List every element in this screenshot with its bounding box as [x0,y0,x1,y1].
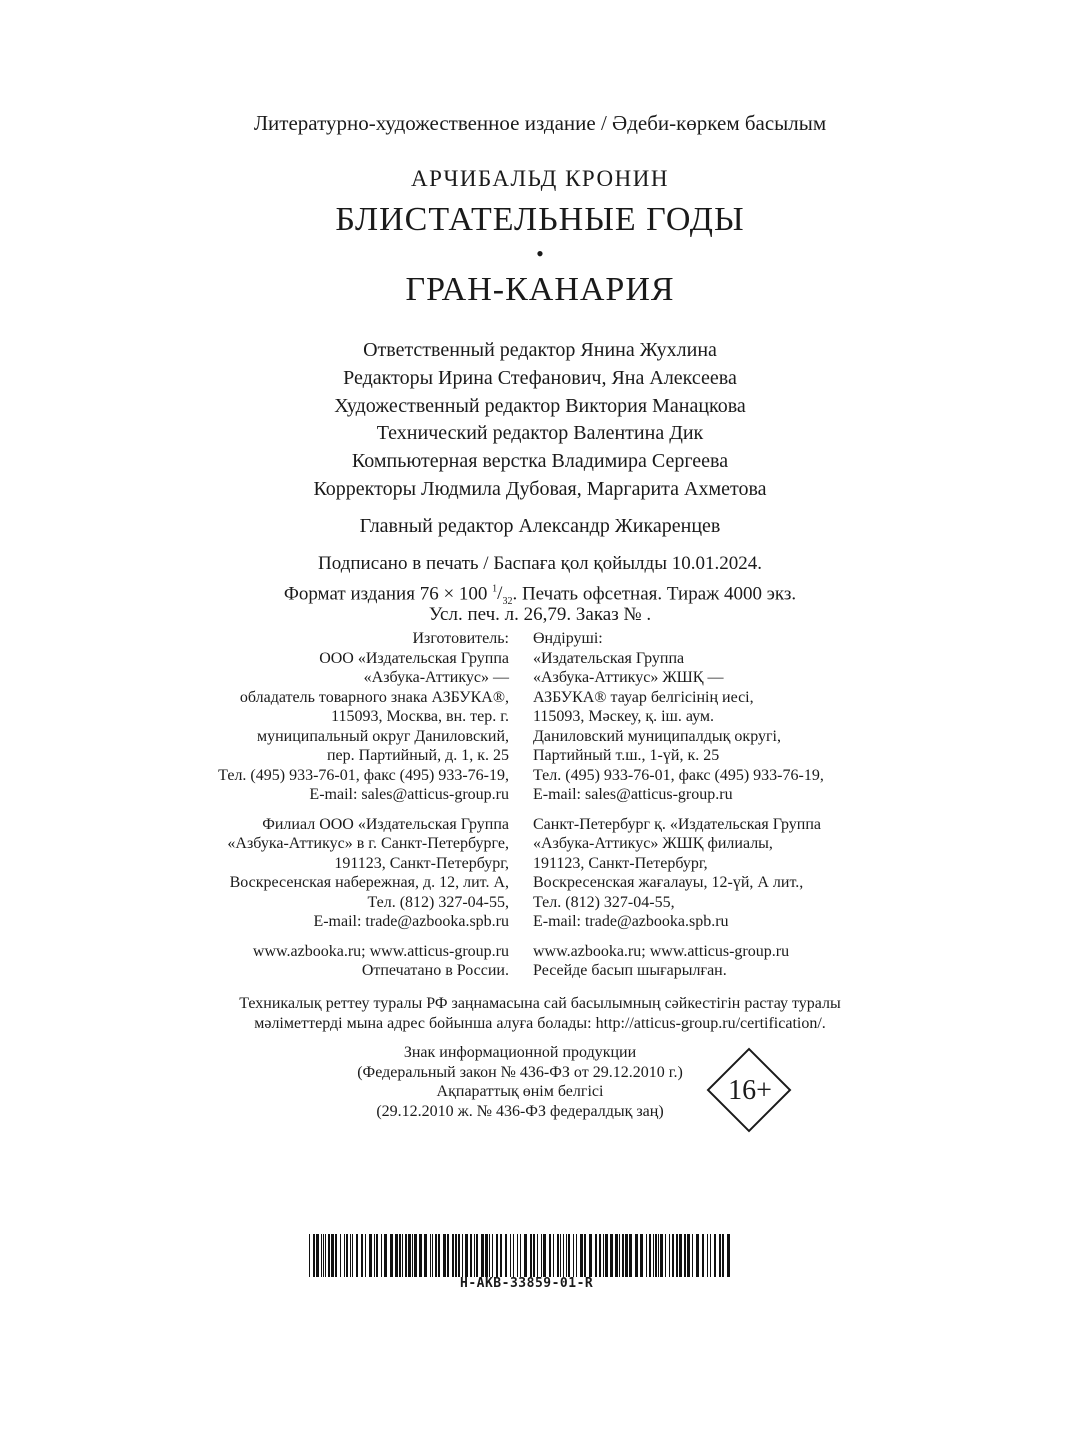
barcode-bar [549,1234,551,1277]
print-info [0,551,1080,628]
barcode-bar [424,1234,427,1277]
barcode-bar [714,1234,716,1277]
barcode-bar [610,1234,613,1277]
age-rating-badge [706,1047,794,1135]
barcode-bar [702,1234,704,1277]
barcode-bar [660,1234,663,1277]
barcode-bar [595,1234,597,1277]
manufacturer-kz-line: E-mail: sales@atticus-group.ru [533,786,733,803]
barcode-bar [563,1234,564,1277]
manufacturer-ru-line: «Азбука-Аттикус» — [363,669,509,686]
barcode-bar [485,1234,488,1277]
barcode-bar [384,1234,387,1277]
barcode-bar [722,1234,724,1277]
barcode-bar [679,1234,682,1277]
barcode-bar [557,1234,559,1277]
barcode-bar [687,1234,690,1277]
barcode-bar [399,1234,401,1277]
manufacturer-ru-line: пер. Партийный, д. 1, к. 25 [326,747,509,764]
barcode-bar [356,1234,358,1277]
barcode-bar [615,1234,618,1277]
barcode-bar [573,1234,574,1277]
manufacturer-ru-line: обладатель товарного знака АЗБУКА®, [239,688,509,706]
barcode-bar [524,1234,527,1277]
barcode-bar [513,1234,514,1277]
barcode-bar [352,1234,353,1277]
barcode-bar [309,1234,310,1277]
barcode [309,1234,731,1277]
barcode-bar [325,1234,326,1277]
barcode-bar [646,1234,647,1277]
barcode-bar [625,1234,628,1277]
manufacturer-ru-line: Изготовитель: [412,630,509,647]
barcode-bar [361,1234,363,1277]
branch-kz-line: Санкт-Петербург қ. «Издательская Группа [533,815,821,833]
manufacturer-ru-line: Тел. (495) 933-76-01, факс (495) 933-76-19, [218,766,509,784]
barcode-bar [658,1234,659,1277]
barcode-bar [323,1234,324,1277]
barcode-bar [455,1234,457,1277]
branch-ru-line: Тел. (812) 327-04-55, [367,893,509,911]
credits-list [0,337,1080,504]
barcode-bar [537,1234,538,1277]
barcode-bar [719,1234,721,1277]
manufacturer-ru-line: E-mail: sales@atticus-group.ru [309,786,509,803]
tech-regulation-note [0,994,1080,1034]
barcode-bar [605,1234,608,1277]
barcode-bar [669,1234,670,1277]
branch-ru-line: Филиал ООО «Издательская Группа [262,815,509,833]
barcode-bar [408,1234,411,1277]
title-separator: • [536,241,544,266]
publisher-kz-column [533,629,824,981]
barcode-bar [619,1234,620,1277]
barcode-bar [346,1234,348,1277]
barcode-bar [640,1234,643,1277]
barcode-bar [599,1234,601,1277]
barcode-bar [580,1234,583,1277]
barcode-bar [462,1234,463,1277]
book-title-1: БЛИСТАТЕЛЬНЫЕ ГОДЫ [335,201,745,238]
barcode-bar [350,1234,351,1277]
manufacturer-kz-line: АЗБУКА® тауар белгісінің иесі, [533,688,754,706]
barcode-bar [443,1234,446,1277]
manufacturer-ru-line: ООО «Издательская Группа [319,649,509,667]
branch-ru-line: E-mail: trade@azbooka.spb.ru [313,913,509,930]
barcode-bar [452,1234,454,1277]
order-line: Усл. печ. л. 26,79. Заказ № . [428,604,652,625]
branch-kz-line: Воскресенская жағалауы, 12-үй, А лит., [533,874,804,891]
barcode-bar [492,1234,493,1277]
format-fraction: $^1/_{32}$ [492,582,513,607]
barcode-bar [589,1234,592,1277]
barcode-bar [622,1234,624,1277]
age-rating: 16+ [728,1075,772,1106]
barcode-bar [541,1234,542,1277]
barcode-bar [447,1234,449,1277]
credit-line: Ответственный редактор Янина Жухлина [363,339,717,361]
info-sign-line: (29.12.2010 ж. № 436-ФЗ федералдық заң) [376,1102,664,1120]
manufacturer-kz-line: 115093, Мәскеу, қ. іш. аум. [533,708,715,725]
barcode-bar [374,1234,375,1277]
web-ru-line: Отпечатано в России. [361,962,509,979]
barcode-bar [340,1234,341,1277]
barcode-bar [369,1234,372,1277]
barcode-bar [430,1234,431,1277]
barcode-bar [530,1234,532,1277]
branch-ru-line: «Азбука-Аттикус» в г. Санкт-Петербурге, [227,835,509,852]
barcode-bar [335,1234,337,1277]
barcode-bar [438,1234,440,1277]
barcode-bar [510,1234,511,1277]
barcode-bar [584,1234,586,1277]
barcode-bar [653,1234,654,1277]
manufacturer-ru-line: 115093, Москва, вн. тер. г. [331,708,509,725]
barcode-bar [321,1234,322,1277]
manufacturer-kz-line: Өндіруші: [533,630,603,647]
book-title-2: ГРАН-КАНАРИЯ [405,271,675,308]
barcode-bar [568,1234,570,1277]
barcode-bar [672,1234,674,1277]
barcode-bar [520,1234,521,1277]
barcode-bar [489,1234,490,1277]
manufacturer-kz-line: Даниловский муниципалдық округі, [533,727,781,745]
barcode-bar [560,1234,561,1277]
barcode-bar [313,1234,315,1277]
manufacturer-kz-line: Партийный т.ш., 1-үй, к. 25 [533,747,720,764]
info-sign-text [330,1043,710,1121]
barcode-bar [533,1234,535,1277]
branch-ru-line: 191123, Санкт-Петербург, [334,854,509,872]
manufacturer-ru-line: муниципальный округ Даниловский, [256,727,509,745]
barcode-bar [629,1234,632,1277]
credit-line: Компьютерная верстка Владимира Сергеева [351,450,729,473]
barcode-bar [481,1234,484,1277]
barcode-bar [412,1234,413,1277]
credit-line: Редакторы Ирина Стефанович, Яна Алексеева [343,366,737,389]
barcode-bar [344,1234,345,1277]
barcode-bar [553,1234,554,1277]
barcode-bar [505,1234,507,1277]
credit-line: Художественный редактор Виктория Манацкова [334,394,746,417]
author-name: АРЧИБАЛЬД КРОНИН [411,166,669,191]
barcode-bar [328,1234,330,1277]
barcode-bar [649,1234,651,1277]
manufacturer-kz-line: «Азбука-Аттикус» ЖШҚ — [533,669,724,686]
manufacturer-kz-line: Тел. (495) 933-76-01, факс (495) 933-76-19, [533,766,824,784]
publisher-ru-column [218,629,509,981]
web-kz-line: Ресейде басып шығарылған. [533,962,727,979]
barcode-bar [576,1234,577,1277]
barcode-bar [465,1234,468,1277]
barcode-bar [381,1234,382,1277]
barcode-bar [476,1234,478,1277]
format-line: Формат издания 76 × 100 $^1/_{32}$. Печать офсетная. Тираж 4000 экз. [283,582,797,607]
web-ru-line: www.azbooka.ru; www.atticus-group.ru [252,942,509,960]
credit-line: Корректоры Людмила Дубовая, Маргарита Ахметова [313,477,767,500]
barcode-bar [414,1234,417,1277]
chief-editor: Главный редактор Александр Жикаренцев [359,515,721,537]
barcode-bar [402,1234,403,1277]
barcode-label: H-AKB-33859-01-R [460,1276,594,1291]
info-sign-line: Знак информационной продукции [403,1044,637,1061]
branch-kz-line: Тел. (812) 327-04-55, [533,893,675,911]
barcode-bar [543,1234,546,1277]
barcode-bar [474,1234,475,1277]
barcode-bar [376,1234,378,1277]
barcode-bar [707,1234,708,1277]
barcode-bar [684,1234,686,1277]
edition-type: Литературно-художественное издание / Әдеби-көркем басылым [253,111,827,135]
barcode-bar [432,1234,433,1277]
web-kz-line: www.azbooka.ru; www.atticus-group.ru [533,942,790,960]
signed-date: Подписано в печать / Баспаға қол қойылды 10.01.2024. [318,553,762,574]
tech-regulation-line: мәліметтерді мына адрес бойынша алуға болады: http://atticus-group.ru/certification/. [254,1015,826,1032]
barcode-bar [710,1234,711,1277]
info-sign-line: Ақпараттық өнім белгісі [436,1083,604,1100]
barcode-bar [435,1234,437,1277]
branch-kz-line: E-mail: trade@azbooka.spb.ru [533,913,729,930]
barcode-bar [665,1234,666,1277]
barcode-bar [365,1234,366,1277]
barcode-bar [458,1234,460,1277]
barcode-bar [676,1234,678,1277]
tech-regulation-line: Техникалық реттеу туралы РФ заңнамасына сай басылымның сәйкестігін растау туралы [239,995,841,1012]
barcode-bar [692,1234,693,1277]
barcode-bar [696,1234,699,1277]
barcode-bar [517,1234,518,1277]
barcode-bar [603,1234,604,1277]
barcode-bar [390,1234,393,1277]
branch-ru-line: Воскресенская набережная, д. 12, лит. А, [229,874,509,891]
barcode-bar [395,1234,398,1277]
branch-kz-line: «Азбука-Аттикус» ЖШҚ филиалы, [533,835,773,852]
barcode-bar [405,1234,407,1277]
barcode-bar [470,1234,472,1277]
barcode-bar [655,1234,657,1277]
manufacturer-kz-line: «Издательская Группа [533,649,685,667]
info-sign-line: (Федеральный закон № 436-ФЗ от 29.12.2010 г.) [357,1063,683,1081]
credit-line: Технический редактор Валентина Дик [376,422,704,445]
barcode-bar [496,1234,498,1277]
barcode-bar [500,1234,502,1277]
barcode-bar [419,1234,422,1277]
barcode-bar [316,1234,319,1277]
barcode-bar [566,1234,567,1277]
branch-kz-line: 191123, Санкт-Петербург, [533,854,708,872]
barcode-bar [635,1234,638,1277]
barcode-bar [727,1234,730,1277]
barcode-bar [331,1234,334,1277]
